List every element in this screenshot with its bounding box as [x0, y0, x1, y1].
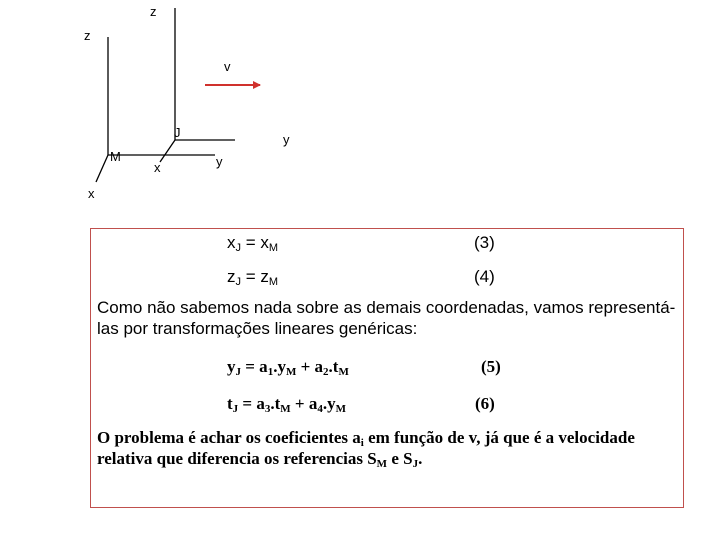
equation-4-number: (4)	[474, 267, 495, 286]
equation-4: $z_J = z_M$	[227, 267, 279, 288]
frame-j-z-label: z	[150, 4, 157, 19]
frame-m-origin-label: M	[110, 149, 121, 164]
equations-box	[90, 228, 684, 508]
velocity-label: v	[224, 59, 231, 74]
equation-3: $x_J = x_M$	[227, 233, 279, 254]
equation-6-number: (6)	[475, 394, 495, 413]
equation-6: $t_J = a_3.t_M + a_4.y_M$	[227, 394, 346, 415]
paragraph-problem-statement: O problema é achar os coeficientes $a_i$ em função de v, já que é a velocidade relativa que diferencia os referencias $S_M$ e $S_J$.	[97, 428, 635, 470]
equation-3-number: (3)	[474, 233, 495, 252]
frame-j-y-label: y	[283, 132, 290, 147]
frame-j-origin-label: J	[174, 125, 181, 140]
frame-m-z-label: z	[84, 28, 91, 43]
paragraph-generic-transformations: Como não sabemos nada sobre as demais coordenadas, vamos representá-las por transformações lineares genéricas:	[97, 298, 676, 338]
equation-5-number: (5)	[481, 357, 501, 376]
frame-m-x-label: x	[88, 186, 95, 200]
frame-m-y-label: y	[216, 154, 223, 169]
equation-5: $y_J = a_1.y_M + a_2.t_M$	[227, 357, 349, 378]
reference-frames-diagram	[0, 0, 720, 200]
frame-j-x-label: x	[154, 160, 161, 175]
